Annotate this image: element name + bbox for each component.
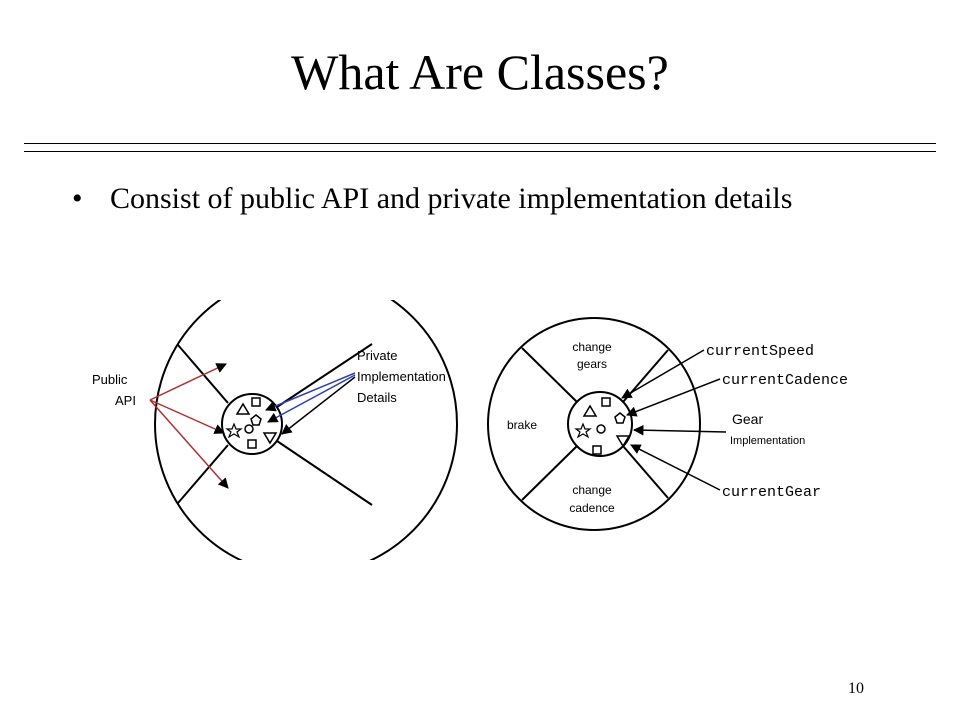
private-detail-arrow	[282, 377, 355, 434]
page-number: 10	[848, 680, 864, 697]
current-gear-label: currentGear	[722, 484, 822, 501]
private-detail-arrow	[268, 375, 355, 422]
private-detail-arrow	[266, 373, 355, 410]
square-shape-icon	[593, 446, 601, 454]
triangle-shape-icon	[237, 404, 249, 414]
class-diagram	[0, 300, 960, 560]
private-label: Private	[357, 348, 398, 363]
right-divider-line	[522, 446, 577, 500]
square-shape-icon	[252, 398, 260, 406]
left-divider-line	[178, 445, 228, 503]
square-shape-icon	[248, 440, 256, 448]
right-divider-line	[522, 348, 577, 402]
change-cadence-label: change	[572, 483, 612, 497]
star-shape-icon	[576, 424, 590, 437]
bullet-text: Consist of public API and private implementation details	[110, 182, 793, 215]
square-shape-icon	[602, 398, 610, 406]
public-label: Public	[92, 372, 128, 387]
left-outer-circle	[155, 300, 457, 560]
public-api-arrow	[150, 400, 228, 488]
current-gear-arrow	[631, 445, 720, 490]
change-cadence-label: cadence	[569, 501, 615, 515]
pentagon-shape-icon	[615, 413, 625, 423]
gear-label: Gear	[732, 411, 764, 427]
right-divider-line	[623, 446, 668, 498]
left-divider-line	[277, 441, 372, 505]
details-label: Details	[357, 390, 397, 405]
circle-shape-icon	[597, 425, 605, 433]
circle-shape-icon	[245, 425, 253, 433]
slide-title: What Are Classes?	[291, 44, 669, 100]
gear-implementation-arrow	[634, 430, 726, 432]
right-class-diagram	[488, 318, 848, 530]
brake-label: brake	[507, 418, 538, 432]
api-label: API	[115, 393, 136, 408]
change-gears-label: change	[572, 340, 612, 354]
bullet-dot-icon: •	[72, 182, 83, 215]
title-divider-top	[24, 143, 936, 144]
left-divider-line	[178, 345, 228, 403]
public-api-arrow	[150, 400, 224, 433]
star-shape-icon	[227, 424, 241, 437]
change-gears-label: gears	[576, 357, 608, 371]
gear-implementation-label: Implementation	[730, 435, 806, 447]
inverted-triangle-shape-icon	[264, 433, 276, 443]
pentagon-shape-icon	[251, 415, 261, 425]
left-class-diagram	[92, 300, 457, 560]
current-speed-label: currentSpeed	[706, 343, 815, 360]
current-cadence-label: currentCadence	[722, 372, 849, 389]
title-divider-bottom	[24, 151, 936, 152]
current-cadence-arrow	[627, 379, 720, 415]
triangle-shape-icon	[584, 406, 596, 416]
implementation-label: Implementation	[357, 369, 446, 384]
